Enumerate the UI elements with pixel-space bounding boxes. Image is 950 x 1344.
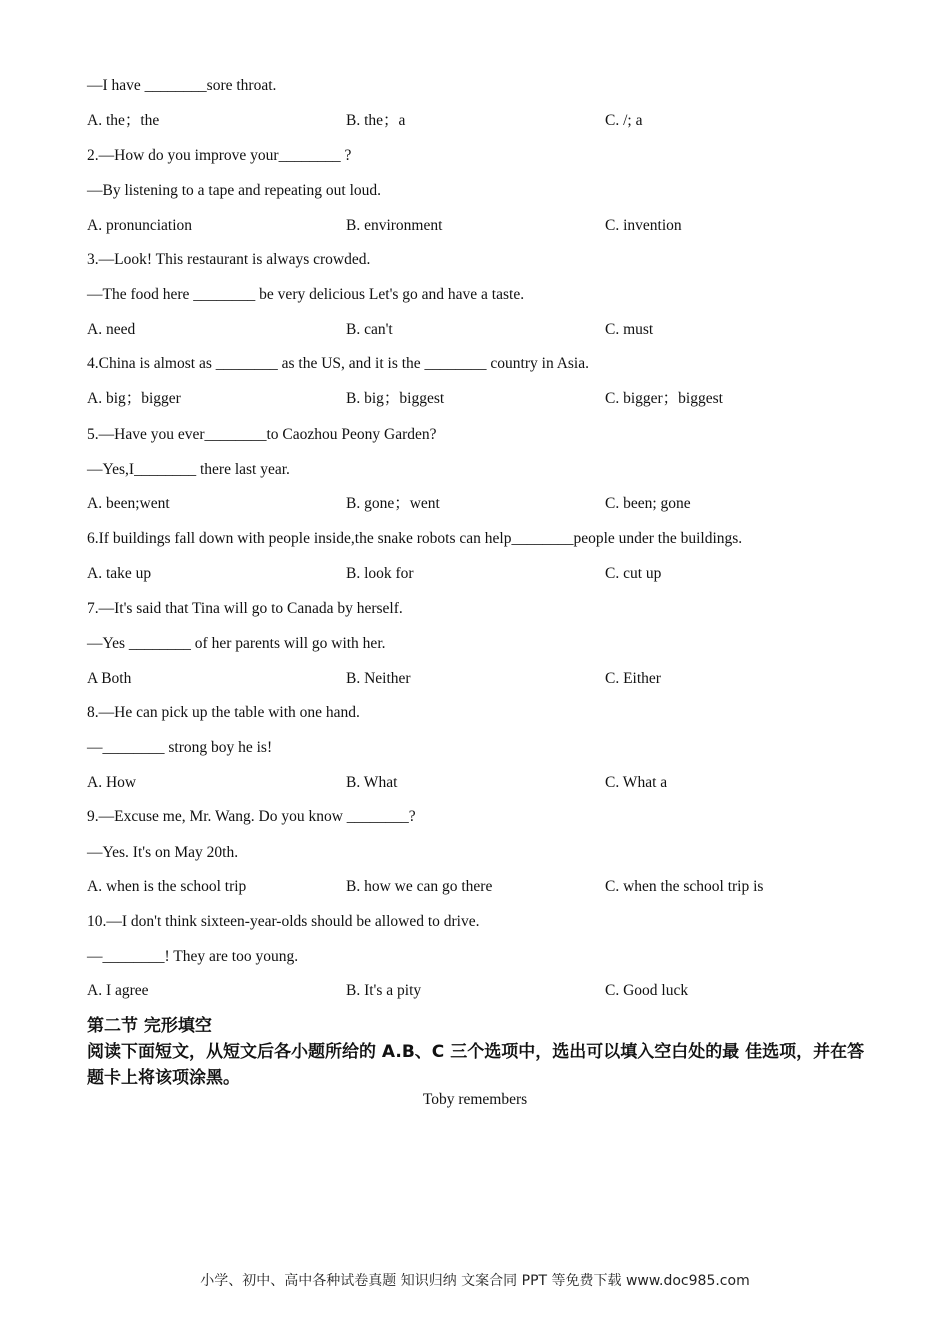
question-line: 9.—Excuse me, Mr. Wang. Do you know ________? — [87, 808, 416, 825]
question-line: 3.—Look! This restaurant is always crowded. — [87, 251, 371, 268]
option-c: C. when the school trip is — [605, 878, 764, 895]
answer-line: —The food here ________ be very delicious Let's go and have a taste. — [87, 286, 525, 303]
option-b: B. can't — [346, 321, 393, 338]
option-c: C. invention — [605, 217, 682, 234]
question-line: 7.—It's said that Tina will go to Canada by herself. — [87, 600, 403, 617]
question-line: 5.—Have you ever________to Caozhou Peony Garden? — [87, 426, 437, 443]
option-c: C. Good luck — [605, 982, 689, 999]
question-line: 10.—I don't think sixteen-year-olds should be allowed to drive. — [87, 913, 480, 930]
option-b: B. Neither — [346, 670, 411, 687]
option-a: A. need — [87, 321, 136, 338]
answer-line: —By listening to a tape and repeating out loud. — [87, 182, 382, 199]
option-b: B. look for — [346, 565, 414, 582]
answer-line: —Yes ________ of her parents will go with her. — [87, 635, 386, 652]
option-a: A Both — [87, 670, 132, 687]
option-a: A. pronunciation — [87, 217, 193, 234]
option-c: C. Either — [605, 670, 661, 687]
question-line: 8.—He can pick up the table with one hand. — [87, 704, 360, 721]
option-c: C. What a — [605, 774, 668, 791]
option-a: A. I agree — [87, 982, 149, 999]
answer-line: —Yes,I________ there last year. — [87, 461, 290, 478]
option-c: C. /; a — [605, 112, 643, 129]
option-b: B. the；a — [346, 112, 406, 129]
option-a: A. take up — [87, 565, 152, 582]
passage-title: Toby remembers — [422, 1091, 528, 1108]
option-b: B. how we can go there — [346, 878, 493, 895]
question-line: 6.If buildings fall down with people inside,the snake robots can help________people under the buildings. — [87, 530, 743, 547]
option-a: A. when is the school trip — [87, 878, 247, 895]
option-b: B. It's a pity — [346, 982, 422, 999]
option-a: A. big；bigger — [87, 390, 181, 407]
option-c: C. been; gone — [605, 495, 691, 512]
option-a: A. been;went — [87, 495, 170, 512]
option-c: C. bigger；biggest — [605, 390, 723, 407]
option-c: C. cut up — [605, 565, 662, 582]
question-line: 4.China is almost as ________ as the US, and it is the ________ country in Asia. — [87, 355, 589, 372]
answer-line: —Yes. It's on May 20th. — [87, 844, 239, 861]
question-line: —I have ________sore throat. — [87, 77, 277, 94]
option-b: B. big；biggest — [346, 390, 445, 407]
option-b: B. environment — [346, 217, 443, 234]
answer-line: —________! They are too young. — [87, 948, 299, 965]
option-a: A. How — [87, 774, 137, 791]
option-b: B. gone；went — [346, 495, 440, 512]
section-instruction: 阅读下面短文，从短文后各小题所给的 A.B、C 三个选项中，选出可以填入空白处的最 佳选项，并在答题卡上将该项涂黑。 — [87, 1042, 865, 1088]
option-b: B. What — [346, 774, 398, 791]
question-line: 2.—How do you improve your________ ? — [87, 147, 352, 164]
page-footer: 小学、初中、高中各种试卷真题 知识归纳 文案合同 PPT 等免费下载 www.doc985.com — [200, 1273, 750, 1289]
section-heading: 第二节 完形填空 — [87, 1016, 212, 1036]
option-a: A. the；the — [87, 112, 160, 129]
option-c: C. must — [605, 321, 654, 338]
answer-line: —________ strong boy he is! — [87, 739, 273, 756]
